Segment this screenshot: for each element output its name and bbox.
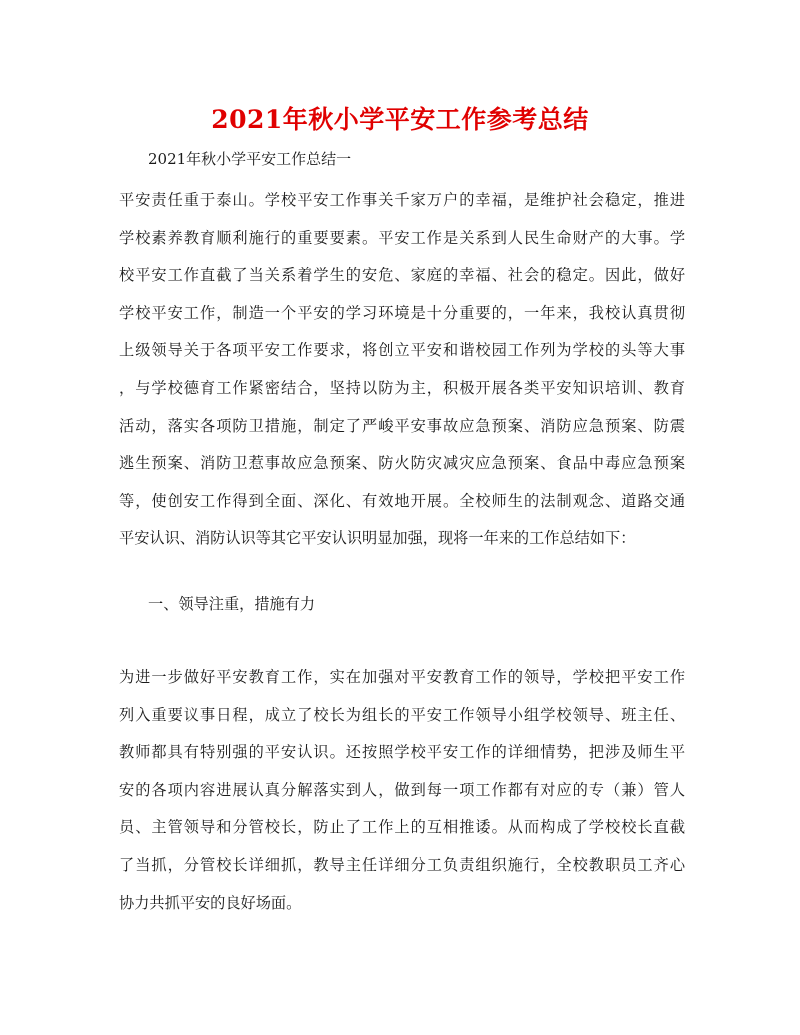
paragraph-line: 等，使创安工作得到全面、深化、有效地开展。全校师生的法制观念、道路交通 (119, 491, 685, 510)
paragraph-line: 协力共抓平安的良好场面。 (119, 893, 302, 912)
paragraph-line: 校平安工作直截了当关系着学生的安危、家庭的幸福、社会的稳定。因此，做好 (119, 266, 685, 285)
paragraph-line: 员、主管领导和分管校长，防止了工作上的互相推诿。从而构成了学校校长直截 (119, 818, 685, 837)
paragraph-line: 了当抓，分管校长详细抓，教导主任详细分工负责组织施行，全校教职员工齐心 (119, 855, 685, 874)
section-heading-1: 一、领导注重，措施有力 (148, 595, 316, 613)
paragraph-line: 平安责任重于泰山。学校平安工作事关千家万户的幸福，是维护社会稳定，推进 (119, 191, 685, 209)
document-subtitle: 2021年秋小学平安工作总结一 (148, 150, 352, 168)
paragraph-line: ，与学校德育工作紧密结合，坚持以防为主，积极开展各类平安知识培训、教育 (119, 378, 685, 397)
paragraph-line: 列入重要议事日程，成立了校长为组长的平安工作领导小组学校领导、班主任、 (119, 705, 685, 724)
paragraph-line: 为进一步做好平安教育工作，实在加强对平安教育工作的领导，学校把平安工作 (119, 668, 685, 686)
paragraph-line: 平安认识、消防认识等其它平安认识明显加强，现将一年来的工作总结如下： (119, 529, 636, 548)
paragraph-line: 学校平安工作，制造一个平安的学习环境是十分重要的，一年来，我校认真贯彻 (119, 303, 685, 322)
paragraph-line: 上级领导关于各项平安工作要求，将创立平安和谐校园工作列为学校的头等大事 (119, 341, 685, 360)
document-title: 2021年秋小学平安工作参考总结 (211, 105, 589, 134)
paragraph-leadership (119, 659, 685, 922)
paragraph-intro (119, 182, 685, 558)
paragraph-line: 学校素养教育顺利施行的重要要素。平安工作是关系到人民生命财产的大事。学 (119, 228, 685, 247)
paragraph-line: 逃生预案、消防卫惹事故应急预案、防火防灾减灾应急预案、食品中毒应急预案 (119, 454, 685, 473)
paragraph-line: 安的各项内容进展认真分解落实到人，做到每一项工作都有对应的专（兼）管人 (119, 780, 685, 799)
paragraph-line: 教师都具有特别强的平安认识。还按照学校平安工作的详细情势，把涉及师生平 (119, 743, 685, 762)
paragraph-line: 活动，落实各项防卫措施，制定了严峻平安事故应急预案、消防应急预案、防震 (119, 416, 685, 435)
